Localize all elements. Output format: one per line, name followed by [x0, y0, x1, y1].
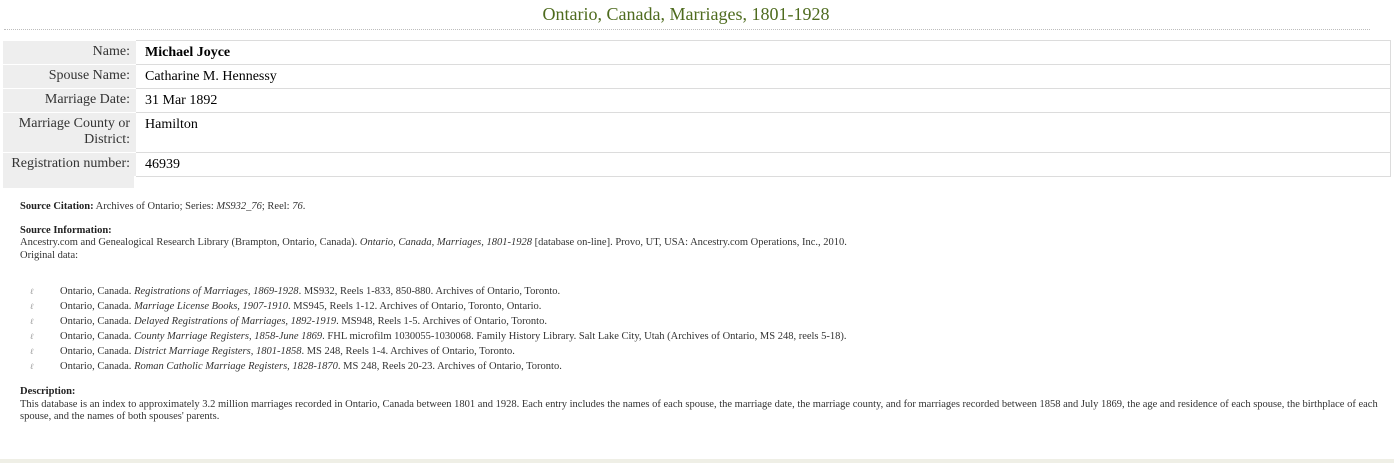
source-information-heading: Source Information:	[20, 224, 112, 236]
source-citation-series: MS932_76	[216, 201, 262, 212]
record-table	[3, 40, 1391, 177]
item-suffix: . MS945, Reels 1-12. Archives of Ontario, Toronto, Ontario.	[288, 301, 542, 312]
name-value: Michael Joyce	[136, 41, 1391, 65]
item-title: Delayed Registrations of Marriages, 1892-1919	[134, 316, 337, 327]
record-row-spouse	[3, 65, 1391, 89]
list-item	[20, 344, 1380, 359]
item-prefix: Ontario, Canada.	[60, 361, 135, 372]
registration-number-label: Registration number:	[3, 153, 136, 177]
item-prefix: Ontario, Canada.	[60, 286, 135, 297]
source-section	[20, 201, 1380, 424]
item-suffix: . FHL microfilm 1030055-1030068. Family History Library. Salt Lake City, Utah (Archives of Ontario, MS 248, reels 5-18).	[322, 331, 847, 342]
bullet-icon: ℓ	[30, 332, 34, 341]
record-row-marriage-date	[3, 89, 1391, 113]
name-label: Name:	[3, 41, 136, 65]
marriage-date-label: Marriage Date:	[3, 89, 136, 113]
item-title: Roman Catholic Marriage Registers, 1828-1870	[134, 361, 338, 372]
original-data-list	[20, 284, 1380, 374]
bullet-icon: ℓ	[30, 287, 34, 296]
source-information-text-b: [database on-line]. Provo, UT, USA: Ancestry.com Operations, Inc., 2010.	[531, 237, 847, 248]
source-information-text-a: Ancestry.com and Genealogical Research Library (Brampton, Ontario, Canada).	[20, 237, 360, 248]
source-information-title: Ontario, Canada, Marriages, 1801-1928	[359, 237, 532, 248]
description-heading: Description:	[20, 386, 76, 397]
source-citation-text-c: .	[302, 201, 306, 212]
source-citation-text-a: Archives of Ontario; Series:	[95, 201, 217, 212]
item-title: Marriage License Books, 1907-1910	[134, 301, 289, 312]
item-prefix: Ontario, Canada.	[60, 301, 135, 312]
item-prefix: Ontario, Canada.	[60, 331, 135, 342]
record-row-name	[3, 41, 1391, 65]
page-title: Ontario, Canada, Marriages, 1801-1928	[542, 4, 830, 24]
bullet-icon: ℓ	[30, 317, 34, 326]
item-suffix: . MS948, Reels 1-5. Archives of Ontario, Toronto.	[336, 316, 547, 327]
item-suffix: . MS 248, Reels 1-4. Archives of Ontario, Toronto.	[301, 346, 515, 357]
list-item	[20, 314, 1380, 329]
original-data-label: Original data:	[20, 249, 79, 261]
item-prefix: Ontario, Canada.	[60, 316, 135, 327]
spouse-name-value: Catharine M. Hennessy	[136, 65, 1391, 89]
marriage-county-value: Hamilton	[136, 113, 1391, 153]
item-title: County Marriage Registers, 1858-June 1869	[134, 331, 323, 342]
list-item	[20, 299, 1380, 314]
marriage-date-value: 31 Mar 1892	[136, 89, 1391, 113]
list-item	[20, 329, 1380, 344]
source-citation-text-b: ; Reel:	[261, 201, 293, 212]
marriage-county-label: Marriage County or District:	[3, 113, 136, 153]
record-row-marriage-county	[3, 113, 1391, 153]
registration-number-value: 46939	[136, 153, 1391, 177]
bullet-icon: ℓ	[30, 362, 34, 371]
source-information	[20, 225, 1380, 263]
spouse-name-label: Spouse Name:	[3, 65, 136, 89]
list-item	[20, 284, 1380, 299]
item-title: District Marriage Registers, 1801-1858	[134, 346, 302, 357]
bottom-divider	[0, 459, 1394, 463]
source-citation	[20, 201, 1380, 214]
item-prefix: Ontario, Canada.	[60, 346, 135, 357]
source-citation-reel: 76	[292, 201, 303, 212]
item-suffix: . MS 248, Reels 20-23. Archives of Ontario, Toronto.	[337, 361, 562, 372]
bullet-icon: ℓ	[30, 347, 34, 356]
list-item	[20, 359, 1380, 374]
description-text: This database is an index to approximately 3.2 million marriages recorded in Ontario, Canada between 1801 and 1928. Each entry includes the names of each spouse, the marriage date, the marriage county, and for marriages recorded between 1858 and July 1869, the age and residence of each spouse, the birthplace of each spouse, and the names of both spouses' parents.	[20, 398, 1378, 422]
record-row-registration-number	[3, 153, 1391, 177]
description	[20, 386, 1380, 424]
item-suffix: . MS932, Reels 1-833, 850-880. Archives of Ontario, Toronto.	[298, 286, 561, 297]
title-divider	[4, 29, 1370, 30]
label-column-pad	[3, 175, 134, 188]
item-title: Registrations of Marriages, 1869-1928	[134, 286, 299, 297]
bullet-icon: ℓ	[30, 302, 34, 311]
source-citation-heading: Source Citation:	[20, 201, 94, 212]
